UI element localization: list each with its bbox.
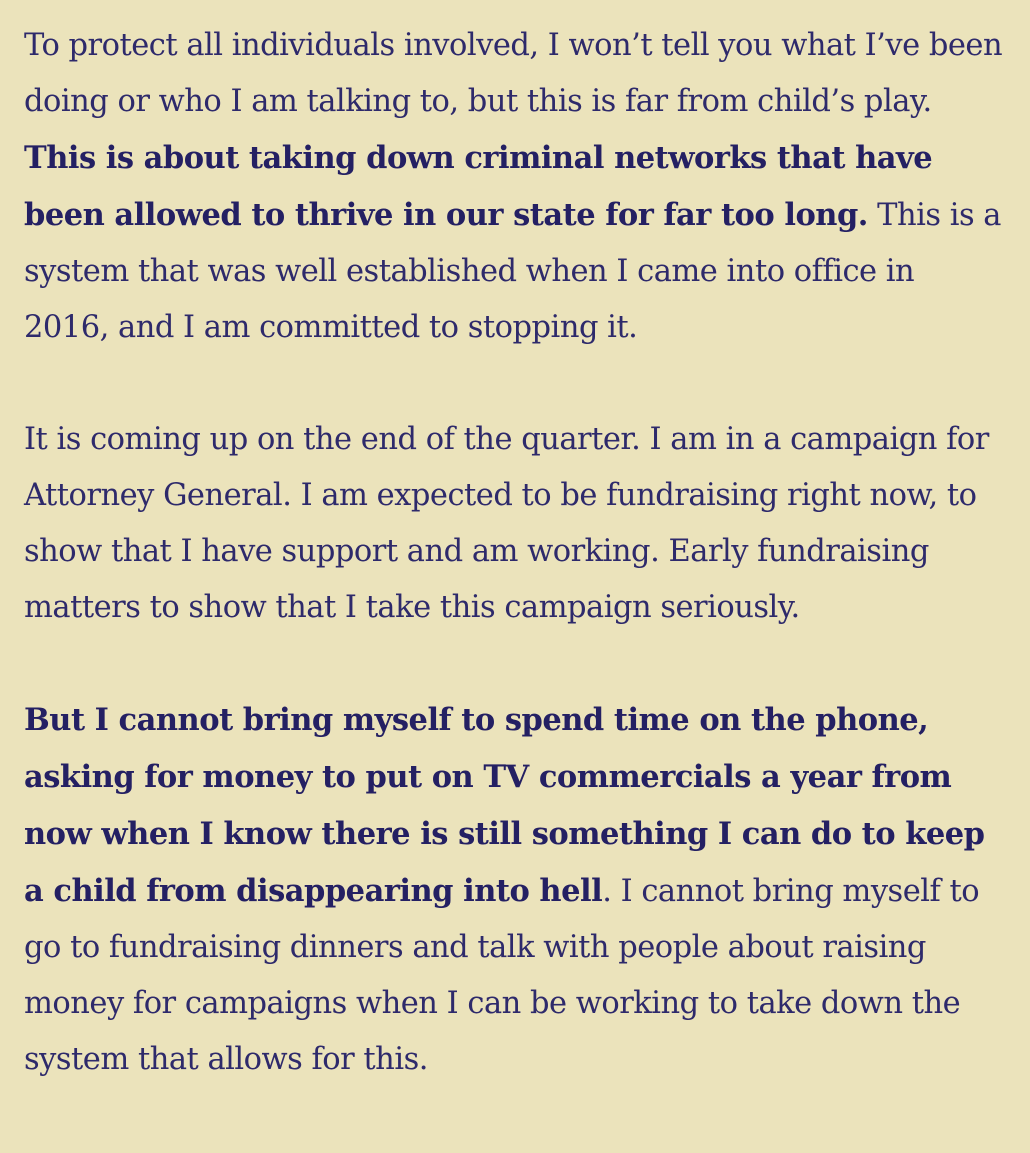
paragraph-1-run-3: This is a system that was well established when I came into office in 2016, and I am committed to stopping it.: [24, 198, 1001, 345]
paragraph-1-run-1: To protect all individuals involved, I won’t tell you what I’ve been doing or who I am talking to, but this is far from child’s play.: [24, 28, 1003, 119]
paragraph-campaign: [24, 412, 1008, 636]
paragraph-2-run-1: It is coming up on the end of the quarter. I am in a campaign for Attorney General. I am expected to be fundraising right now, to show that I have support and am working. Early fundraising matters to show that I take this campaign seriously.: [24, 422, 989, 625]
paragraph-priorities: [24, 692, 1008, 1088]
paragraph-3-emphasis: But I cannot bring myself to spend time on the phone, asking for money to put on TV commercials a year from now when I know there is still something I can do to keep a child from disappearing into hell: [24, 702, 985, 909]
paragraph-3-run-2: . I cannot bring myself to go to fundraising dinners and talk with people about raising money for campaigns when I can be working to take down the system that allows for this.: [24, 874, 980, 1077]
paragraph-1-emphasis: This is about taking down criminal networks that have been allowed to thrive in our state for far too long.: [24, 140, 933, 233]
paragraph-confidentiality: [24, 18, 1008, 356]
